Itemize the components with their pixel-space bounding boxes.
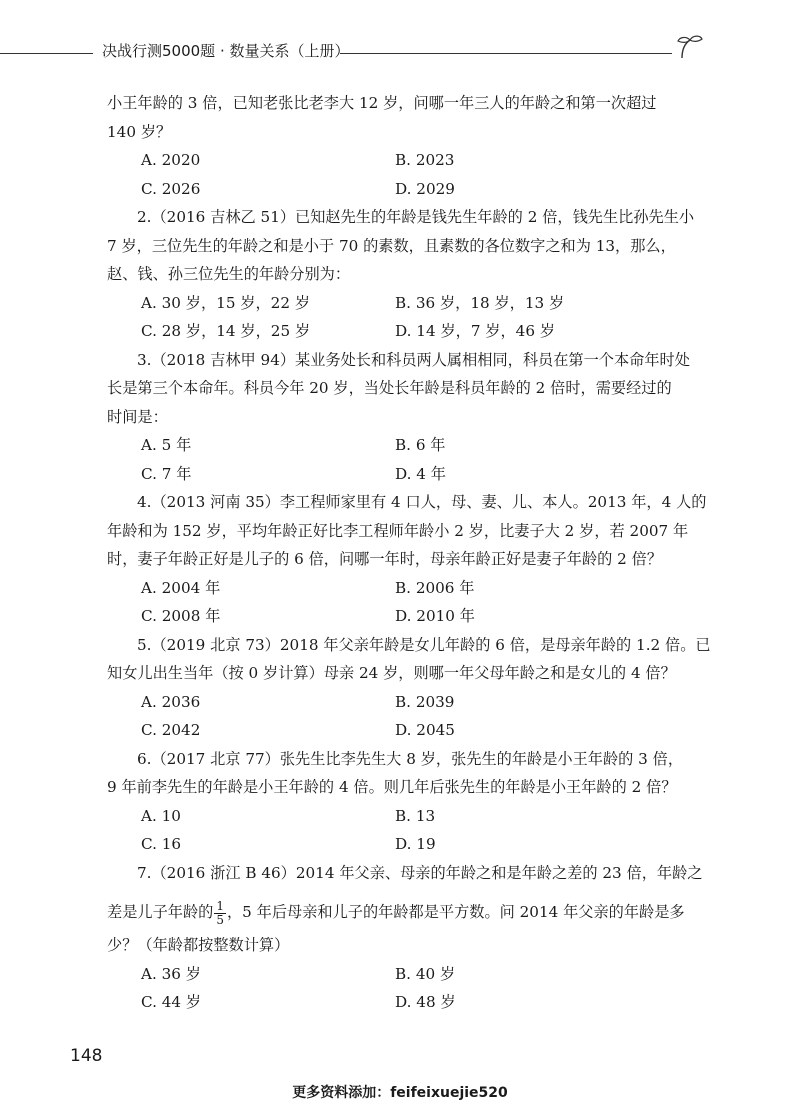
footer-note: 更多资料添加：feifeixuejie520	[292, 1085, 508, 1101]
option-d: D. 2010 年	[395, 607, 475, 625]
option-a: A. 2020	[141, 151, 201, 169]
option-d: D. 19	[395, 835, 436, 853]
option-b: B. 2023	[395, 151, 455, 169]
question-7	[107, 859, 703, 1017]
option-a: A. 30 岁，15 岁，22 岁	[141, 293, 311, 312]
question-3	[107, 346, 697, 489]
option-b: B. 6 年	[395, 436, 446, 454]
options-row	[107, 460, 697, 489]
page-number: 148	[70, 1046, 103, 1066]
text-segment: ，5 年后母亲和儿子的年龄都是平方数。问 2014 年父亲的年龄是多	[226, 903, 685, 921]
question-text-line: 少？（年龄都按整数计算）	[107, 936, 290, 954]
option-d: D. 2045	[395, 721, 455, 739]
question-4	[107, 488, 707, 631]
option-c: C. 7 年	[141, 464, 192, 483]
option-d: D. 4 年	[395, 464, 446, 483]
option-c: C. 28 岁，14 岁，25 岁	[141, 322, 311, 340]
question-text-line: 140 岁？	[107, 122, 172, 141]
options-row	[107, 802, 697, 831]
question-text-line: 7.（2016 浙江 B 46）2014 年父亲、母亲的年龄之和是年龄之差的 23 倍，年龄之	[137, 863, 703, 882]
option-b: B. 40 岁	[395, 964, 456, 983]
question-1	[107, 89, 697, 203]
option-b: B. 13	[395, 806, 436, 825]
text-segment: 差是儿子年龄的	[107, 903, 214, 921]
option-b: B. 2039	[395, 692, 455, 711]
question-text-line: 9 年前李先生的年龄是小王年龄的 4 倍。则几年后张先生的年龄是小王年龄的 2 倍？	[107, 778, 677, 796]
fraction-denominator: 5	[216, 912, 224, 927]
option-d: D. 48 岁	[395, 993, 456, 1011]
option-a: A. 5 年	[141, 436, 192, 454]
options-row	[107, 574, 697, 603]
sprout-icon	[676, 34, 704, 60]
question-text-line: 时间是：	[107, 407, 168, 426]
options-row	[107, 960, 697, 989]
options-row	[107, 830, 697, 859]
fraction	[214, 900, 226, 927]
question-2	[107, 203, 697, 346]
options-row	[107, 988, 697, 1017]
options-row	[107, 289, 697, 318]
question-text-line: 3.（2018 吉林甲 94）某业务处长和科员两人属相相同，科员在第一个本命年时处	[137, 350, 690, 369]
question-text-line	[107, 893, 697, 931]
question-text-line: 2.（2016 吉林乙 51）已知赵先生的年龄是钱先生年龄的 2 倍，钱先生比孙先生小	[137, 208, 695, 226]
options-row	[107, 146, 697, 175]
option-c: C. 2042	[141, 721, 201, 739]
options-row	[107, 175, 697, 204]
running-header	[0, 36, 800, 66]
option-a: A. 2036	[141, 692, 201, 711]
option-b: B. 36 岁，18 岁，13 岁	[395, 293, 565, 312]
option-c: C. 16	[141, 835, 182, 853]
options-row	[107, 716, 697, 745]
option-d: D. 2029	[395, 179, 455, 198]
options-row	[107, 602, 697, 631]
options-row	[107, 688, 697, 717]
header-rule-left	[0, 53, 93, 54]
option-a: A. 2004 年	[141, 578, 221, 597]
question-6	[107, 745, 697, 859]
question-text-line: 赵、钱、孙三位先生的年龄分别为：	[107, 265, 350, 283]
option-c: C. 2008 年	[141, 607, 221, 625]
option-b: B. 2006 年	[395, 578, 475, 597]
option-a: A. 10	[141, 806, 181, 825]
options-row	[107, 431, 697, 460]
question-text-line: 知女儿出生当年（按 0 岁计算）母亲 24 岁，则哪一年父母年龄之和是女儿的 4 倍？	[107, 664, 676, 682]
header-rule-right	[340, 53, 672, 54]
options-row	[107, 317, 697, 346]
question-text-line: 4.（2013 河南 35）李工程师家里有 4 口人，母、妻、儿、本人。2013 年，4 人的	[137, 493, 707, 511]
question-text-line: 时，妻子年龄正好是儿子的 6 倍，问哪一年时，母亲年龄正好是妻子年龄的 2 倍？	[107, 550, 663, 568]
option-c: C. 44 岁	[141, 993, 202, 1011]
question-text-line: 小王年龄的 3 倍，已知老张比老李大 12 岁，问哪一年三人的年龄之和第一次超过	[107, 94, 657, 112]
page-content	[107, 89, 711, 1017]
question-text-line: 6.（2017 北京 77）张先生比李先生大 8 岁，张先生的年龄是小王年龄的 3 倍，	[137, 749, 684, 768]
question-5	[107, 631, 711, 745]
option-a: A. 36 岁	[141, 964, 201, 983]
question-text-line: 长是第三个本命年。科员今年 20 岁，当处长年龄是科员年龄的 2 倍时，需要经过的	[107, 379, 672, 397]
option-c: C. 2026	[141, 179, 201, 198]
option-d: D. 14 岁，7 岁，46 岁	[395, 322, 556, 340]
fraction-numerator: 1	[216, 898, 224, 913]
question-text-line: 7 岁，三位先生的年龄之和是小于 70 的素数，且素数的各位数字之和为 13，那么，	[107, 236, 676, 255]
book-title: 决战行测5000题 · 数量关系（上册）	[102, 42, 350, 60]
question-text-line: 年龄和为 152 岁，平均年龄正好比李工程师年龄小 2 岁，比妻子大 2 岁，若 2007 年	[107, 521, 689, 540]
question-text-line: 5.（2019 北京 73）2018 年父亲年龄是女儿年龄的 6 倍，是母亲年龄的 1.2 倍。已	[137, 635, 711, 654]
